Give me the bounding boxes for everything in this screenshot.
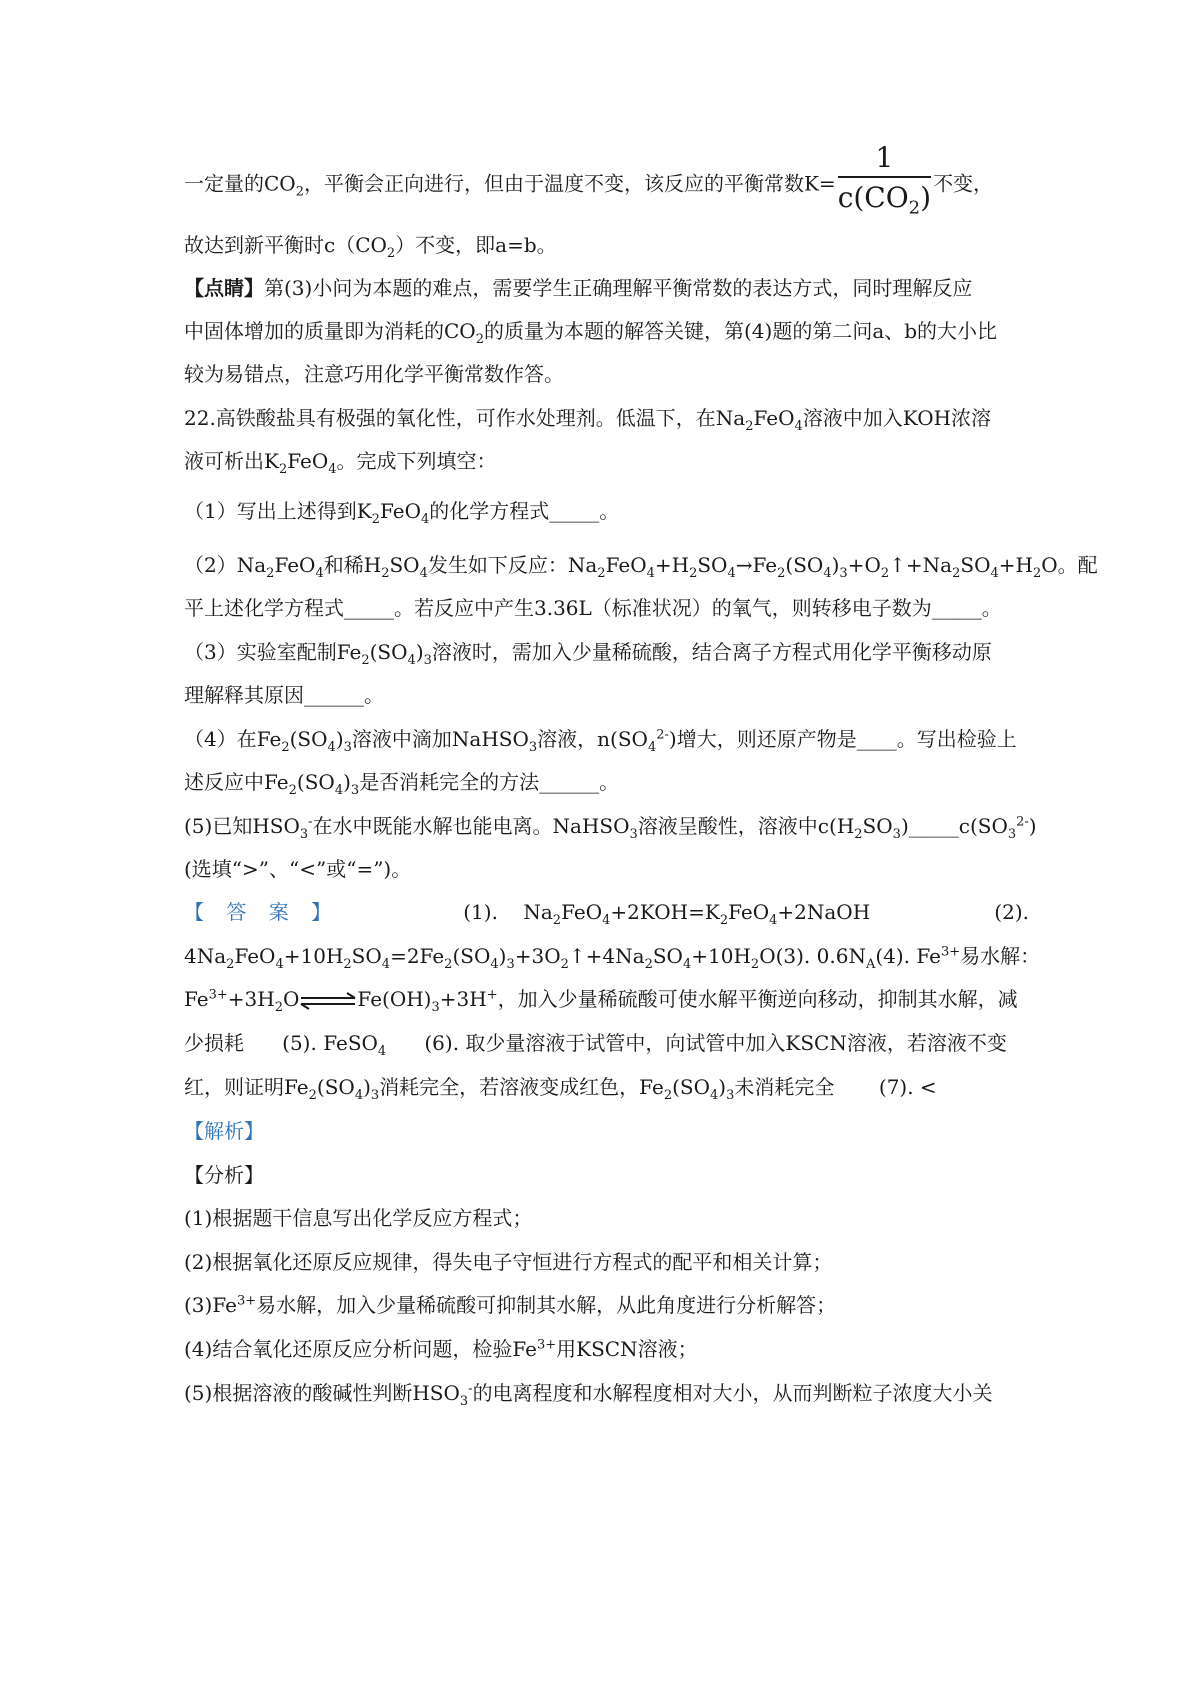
subscript: 4 [334, 783, 344, 798]
subscript: 3 [299, 827, 309, 842]
text: =2Fe [390, 944, 445, 968]
subscript: 2 [226, 957, 235, 972]
subscript: 4 [490, 957, 499, 972]
subscript: 4 [381, 957, 391, 972]
text: (1)根据题干信息写出化学反应方程式； [184, 1206, 533, 1230]
subscript: 4 [315, 566, 324, 581]
analysis-5 [184, 1378, 1029, 1408]
text: 溶液呈酸性，溶液中c(H [637, 814, 855, 838]
text-line-1 [184, 141, 1029, 224]
fraction-denominator [838, 178, 931, 218]
superscript: 3+ [536, 1337, 557, 1353]
subscript: 4 [710, 1088, 719, 1103]
analysis-4 [184, 1334, 1029, 1364]
text: (2)根据氧化还原反应规律，得失电子守恒进行方程式的配平和相关计算； [184, 1250, 833, 1274]
text-line-5 [184, 359, 1029, 389]
subscript: 2 [560, 957, 569, 972]
answer-tag: 【 答 案 】 [184, 900, 340, 924]
text: Fe [184, 987, 209, 1011]
jiexi-heading [184, 1116, 1029, 1146]
text: O。配 [1041, 553, 1098, 577]
text: 22.高铁酸盐具有极强的氧化性，可作水处理剂。低温下，在Na [184, 406, 746, 430]
subscript: 2 [278, 462, 288, 477]
subscript: 2 [750, 957, 760, 972]
text: +3O [514, 944, 561, 968]
text: (3)Fe [184, 1293, 237, 1317]
text: )_____c(SO [900, 814, 1008, 838]
subscript: 2 [689, 566, 698, 581]
analysis-3 [184, 1290, 1029, 1320]
text: Fe(OH) [357, 987, 432, 1011]
answer-7: (7). < [878, 1075, 937, 1099]
text: (SO [289, 727, 328, 751]
text: FeO [605, 553, 647, 577]
text: 的质量为本题的解答关键，第(4)题的第二问a、b的大小比 [483, 319, 998, 343]
subscript: 3 [629, 827, 638, 842]
subscript: 2 [552, 913, 562, 928]
text: 红，则证明Fe [184, 1075, 309, 1099]
superscript: 2- [1016, 814, 1029, 830]
text: FeO [561, 900, 603, 924]
answer-1 [463, 897, 870, 927]
text: +H [654, 553, 690, 577]
text: ) [718, 1075, 727, 1099]
text: +10H [283, 944, 344, 968]
text: SO [862, 814, 893, 838]
answer-6: (6). 取少量溶液于试管中，向试管中加入KSCN溶液，若溶液不变 [424, 1031, 1007, 1055]
subscript: 2 [444, 957, 453, 972]
subscript: 2 [908, 197, 921, 219]
text: ) [498, 944, 507, 968]
subscript: 4 [602, 913, 611, 928]
text: (SO [369, 640, 408, 664]
subscript: 4 [794, 419, 803, 434]
text: 少损耗 [184, 1031, 244, 1055]
text: (1). [463, 900, 498, 924]
superscript: 2- [656, 727, 669, 743]
answer-2 [184, 941, 776, 971]
subscript: 4 [823, 566, 832, 581]
text: 的电离程度和水解程度相对大小，从而判断粒子浓度大小关 [472, 1381, 993, 1405]
superscript: 3+ [208, 987, 228, 1003]
text: 发生如下反应：Na [427, 553, 598, 577]
text: FeO [753, 406, 795, 430]
superscript: - [308, 814, 313, 830]
subscript: 3 [370, 1088, 380, 1103]
subscript: 2 [1032, 566, 1042, 581]
text: SO [960, 553, 991, 577]
text: Na [523, 900, 553, 924]
subscript: 4 [769, 913, 778, 928]
subscript: 2 [745, 419, 754, 434]
subscript: 4 [682, 957, 692, 972]
superscript: 3+ [941, 944, 961, 960]
text: 是否消耗完全的方法______。 [359, 770, 620, 794]
subscript: 3 [431, 1000, 440, 1015]
text: 。完成下列填空： [336, 449, 497, 473]
text: (5)根据溶液的酸碱性判断HSO [184, 1381, 460, 1405]
text: ，加入少量稀硫酸可使水解平衡逆向移动，抑制其水解，减 [497, 987, 1018, 1011]
text: (SO [316, 1075, 355, 1099]
answer-line-2 [184, 941, 1041, 972]
text: 易水解，加入少量稀硫酸可抑制其水解，从此角度进行分析解答； [256, 1293, 837, 1317]
text: 不变， [933, 171, 994, 196]
subscript: 3 [350, 783, 360, 798]
subscript: 2 [475, 332, 484, 347]
question-22-intro [184, 403, 1029, 433]
text: )增大，则还原产物是____。写出检验上 [668, 727, 1017, 751]
text-line-2 [184, 230, 1029, 260]
text: O [759, 944, 776, 968]
subscript: 2 [371, 512, 380, 527]
text: SO [697, 553, 728, 577]
fenxi-tag: 【分析】 [184, 1163, 264, 1187]
text: 未消耗完全 [734, 1075, 835, 1099]
answer-line-3 [184, 984, 1029, 1014]
text: +3H [227, 987, 275, 1011]
subscript: 4 [377, 1044, 387, 1059]
subscript: 2 [281, 740, 290, 755]
sub-question-5-cont [184, 854, 1029, 884]
subscript: 4 [727, 566, 736, 581]
text: （1）写出上述得到K [184, 499, 372, 523]
sub-question-2-cont [184, 593, 1029, 623]
text: ) [1028, 814, 1037, 838]
text: (4)结合氧化还原反应分析问题，检验Fe [184, 1337, 537, 1361]
text: （3）实验室配制Fe [184, 640, 362, 664]
text: →Fe [735, 553, 778, 577]
text-line-3 [184, 273, 1029, 303]
text: 溶液，n(SO [537, 727, 648, 751]
subscript: 3 [423, 653, 432, 668]
subscript: 4 [646, 566, 655, 581]
text: FeO [234, 944, 276, 968]
text: (SO [672, 1075, 710, 1099]
subscript: A [865, 957, 876, 972]
text: 述反应中Fe [184, 770, 289, 794]
subscript: 2 [343, 957, 352, 972]
subscript: 4 [990, 566, 999, 581]
text: 用KSCN溶液； [556, 1337, 698, 1361]
answer-line-1 [184, 897, 1029, 927]
text: FeO [379, 499, 421, 523]
text: (3). 0.6N [775, 944, 866, 968]
subscript: 2 [266, 566, 275, 581]
text: (4). Fe [875, 944, 942, 968]
text: 4Na [184, 944, 227, 968]
dianjing-tag: 【点睛】 [184, 276, 264, 300]
text: +2NaOH [777, 900, 871, 924]
superscript: + [486, 987, 498, 1003]
text: 溶液中加入KOH浓溶 [802, 406, 992, 430]
subscript: 2 [719, 913, 729, 928]
subscript: 2 [597, 566, 606, 581]
text: （2）Na [184, 553, 267, 577]
text: c(CO [837, 181, 909, 214]
text: ) [920, 181, 932, 214]
text: （4）在Fe [184, 727, 282, 751]
answer-5: (5). FeSO [282, 1031, 378, 1055]
sub-question-2 [184, 550, 1098, 581]
text: 和稀H [323, 553, 382, 577]
subscript: 3 [1007, 827, 1017, 842]
sub-question-4-cont [184, 767, 1029, 797]
text: ) [831, 553, 840, 577]
subscript: 3 [506, 957, 515, 972]
text: 一定量的CO [184, 171, 296, 196]
text: 较为易错点，注意巧用化学平衡常数作答。 [184, 362, 564, 386]
equilibrium-constant-fraction [838, 140, 931, 218]
subscript: 4 [407, 653, 416, 668]
subscript: 3 [528, 740, 538, 755]
text: ）不变，即a=b。 [395, 233, 557, 257]
sub-question-4 [184, 724, 1029, 754]
subscript: 2 [274, 1000, 284, 1015]
sub-question-3 [184, 637, 1029, 667]
subscript: 2 [295, 184, 304, 200]
text-line-4 [184, 316, 1029, 346]
subscript: 2 [644, 957, 653, 972]
text: 溶液时，需加入少量稀硫酸，结合离子方程式用化学平衡移动原 [431, 640, 992, 664]
text: ) [343, 770, 351, 794]
answer-3 [776, 941, 876, 971]
text: +3H [439, 987, 487, 1011]
subscript: 2 [777, 566, 786, 581]
text: (选填“>”、“<”或“=”)。 [184, 857, 412, 881]
text: +2KOH=K [610, 900, 720, 924]
text: ) [335, 727, 344, 751]
text: FeO [287, 449, 329, 473]
subscript: 2 [308, 1088, 317, 1103]
text: 平上述化学方程式_____。若反应中产生3.36L（标准状况）的氧气，则转移电子数为_____。 [184, 596, 1002, 620]
subscript: 2 [880, 566, 890, 581]
text: 液可析出K [184, 449, 279, 473]
subscript: 4 [327, 740, 336, 755]
subscript: 3 [892, 827, 901, 842]
jiexi-tag: 【解析】 [184, 1119, 264, 1143]
subscript: 4 [420, 512, 430, 527]
subscript: 3 [839, 566, 848, 581]
subscript: 4 [419, 566, 428, 581]
text: 在水中既能水解也能电离。NaHSO [312, 814, 630, 838]
question-22-intro-2 [184, 446, 1029, 476]
sub-question-3-cont [184, 680, 1029, 710]
text: 的化学方程式_____。 [429, 499, 620, 523]
superscript: 3+ [236, 1293, 257, 1309]
subscript: 2 [381, 566, 390, 581]
text: 易水解： [960, 944, 1041, 968]
subscript: 2 [386, 246, 396, 261]
subscript: 2 [854, 827, 863, 842]
answer-2-label: (2). [994, 900, 1029, 924]
text: SO [351, 944, 382, 968]
subscript: 4 [275, 957, 284, 972]
text: +H [998, 553, 1033, 577]
subscript: 4 [328, 462, 337, 477]
answer-line-5 [184, 1072, 1029, 1102]
text: SO [389, 553, 420, 577]
subscript: 3 [343, 740, 352, 755]
equilibrium-arrow-icon [299, 991, 357, 1011]
text: ↑+Na [889, 553, 953, 577]
text: +O [847, 553, 881, 577]
text: 溶液中滴加NaHSO [351, 727, 529, 751]
sub-question-1 [184, 496, 1029, 526]
analysis-1 [184, 1203, 1029, 1233]
subscript: 2 [663, 1088, 673, 1103]
subscript: 3 [726, 1088, 735, 1103]
text: ↑+4Na [568, 944, 645, 968]
fenxi-heading [184, 1160, 1029, 1190]
text: O [283, 987, 300, 1011]
text: (SO [452, 944, 491, 968]
analysis-2 [184, 1247, 1029, 1277]
text: 第(3)小问为本题的难点，需要学生正确理解平衡常数的表达方式，同时理解反应 [264, 276, 973, 300]
text: ，平衡会正向进行，但由于温度不变，该反应的平衡常数K= [303, 171, 836, 196]
text: ) [415, 640, 424, 664]
text: 消耗完全，若溶液变成红色，Fe [379, 1075, 664, 1099]
text: SO [652, 944, 683, 968]
subscript: 4 [354, 1088, 364, 1103]
text: ) [363, 1075, 371, 1099]
subscript: 4 [647, 740, 657, 755]
text: 故达到新平衡时c（CO [184, 233, 387, 257]
text: (SO [296, 770, 335, 794]
subscript: 2 [952, 566, 961, 581]
subscript: 2 [288, 783, 297, 798]
text: +10H [691, 944, 751, 968]
text: (SO [785, 553, 824, 577]
sub-question-5 [184, 811, 1037, 842]
answer-4-head [875, 941, 1040, 971]
text: 中固体增加的质量即为消耗的CO [184, 319, 476, 343]
text: (5)已知HSO [184, 814, 300, 838]
subscript: 2 [361, 653, 370, 668]
text: FeO [728, 900, 770, 924]
superscript: - [468, 1381, 473, 1397]
fraction-numerator: 1 [875, 141, 894, 174]
subscript: 3 [459, 1394, 469, 1409]
text: FeO [274, 553, 316, 577]
text: 理解释其原因______。 [184, 683, 384, 707]
answer-line-4 [184, 1028, 1029, 1058]
